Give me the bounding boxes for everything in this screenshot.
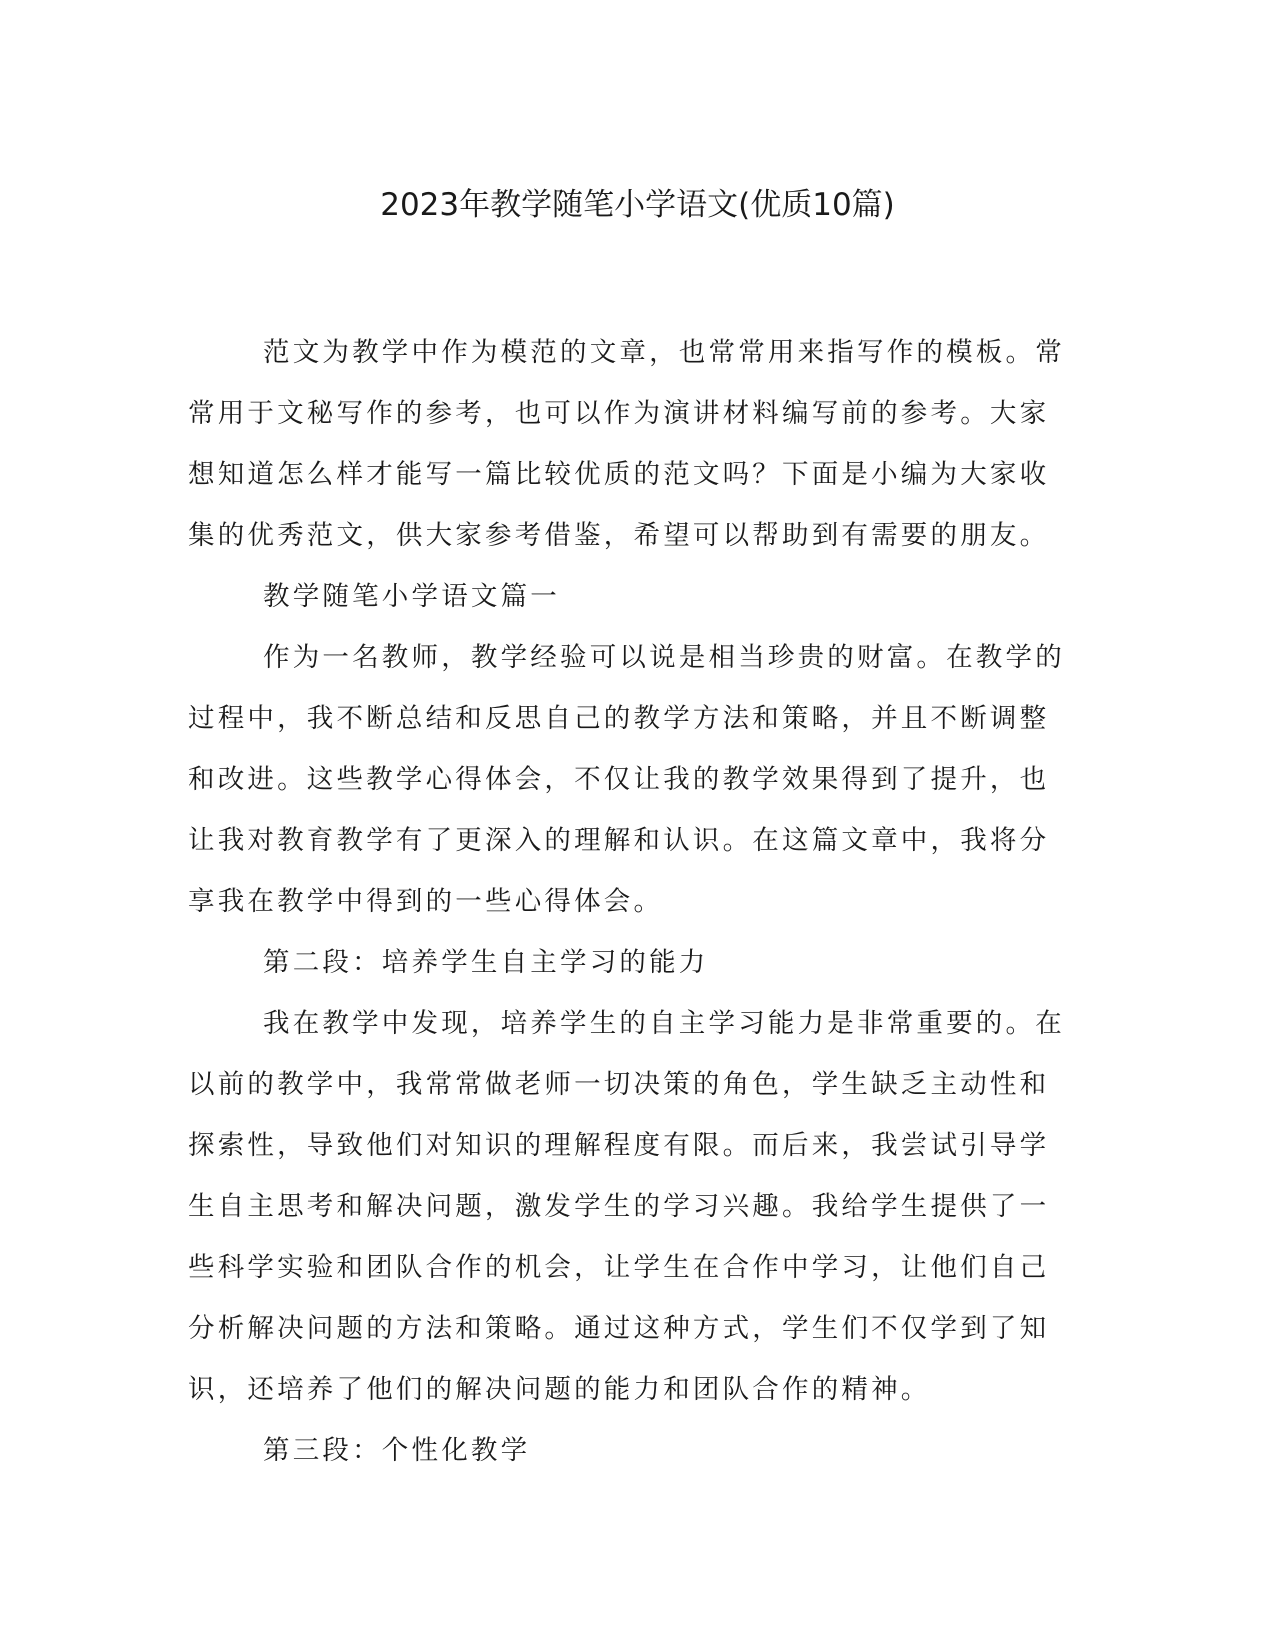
section-heading: 第二段：培养学生自主学习的能力 — [263, 947, 709, 978]
intro-paragraph: 范文为教学中作为模范的文章，也常常用来指写作的模板。常常用于文秘写作的参考，也可以作为演讲材料编写前的参考。大家想知道怎么样才能写一篇比较优质的范文吗？下面是小编为大家收集的优秀范文，供大家参考借鉴，希望可以帮助到有需要的朋友。 — [188, 337, 1065, 551]
document-body — [188, 322, 1068, 1481]
section-heading: 教学随笔小学语文篇一 — [263, 581, 560, 612]
document-title: 2023年教学随笔小学语文(优质10篇) — [380, 187, 895, 223]
section-heading: 第三段：个性化教学 — [263, 1435, 531, 1466]
body-paragraph: 我在教学中发现，培养学生的自主学习能力是非常重要的。在以前的教学中，我常常做老师一切决策的角色，学生缺乏主动性和探索性，导致他们对知识的理解程度有限。而后来，我尝试引导学生自主思考和解决问题，激发学生的学习兴趣。我给学生提供了一些科学实验和团队合作的机会，让学生在合作中学习，让他们自己分析解决问题的方法和策略。通过这种方式，学生们不仅学到了知识，还培养了他们的解决问题的能力和团队合作的精神。 — [188, 1008, 1065, 1405]
body-paragraph: 作为一名教师，教学经验可以说是相当珍贵的财富。在教学的过程中，我不断总结和反思自己的教学方法和策略，并且不断调整和改进。这些教学心得体会，不仅让我的教学效果得到了提升，也让我对教育教学有了更深入的理解和认识。在这篇文章中，我将分享我在教学中得到的一些心得体会。 — [188, 642, 1065, 917]
